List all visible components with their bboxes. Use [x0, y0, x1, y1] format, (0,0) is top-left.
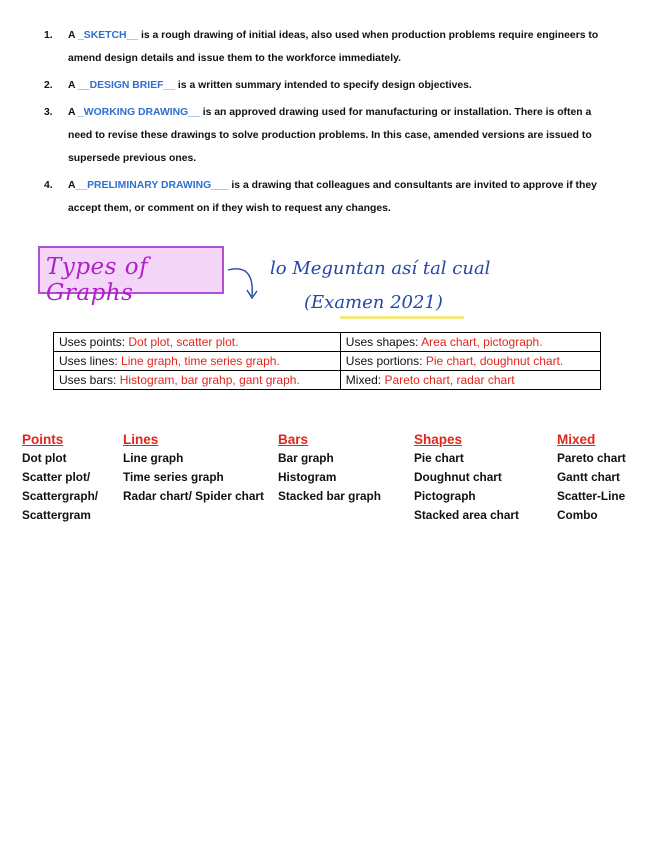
table-cell — [340, 371, 600, 390]
column-heading: Points — [22, 432, 64, 447]
column-shapes — [414, 430, 519, 525]
column-heading: Mixed — [557, 432, 596, 447]
cell-label: Uses bars: — [59, 373, 120, 387]
item-number: 2. — [44, 80, 53, 91]
definition-item — [40, 74, 600, 97]
item-text: is a drawing that colleagues and consultants are invited to approve if they accept them, or comment on if they wish to request any changes. — [68, 180, 597, 214]
cell-label: Uses portions: — [345, 354, 426, 368]
column-heading: Lines — [123, 432, 159, 447]
list-item: Dot plot — [22, 451, 67, 465]
item-number: 1. — [44, 30, 53, 41]
item-prefix: A — [68, 30, 79, 41]
cell-label: Mixed: — [345, 373, 385, 387]
item-text: is an approved drawing used for manufacturing or installation. There is often a need to revise these drawings to solve production problems. In this case, amended versions are issued to supersede previous ones. — [68, 107, 592, 164]
item-text: is a rough drawing of initial ideas, also used when production problems require engineers to amend design details and issue them to the workforce immediately. — [68, 30, 599, 64]
handwritten-title: Types of Graphs — [46, 254, 149, 306]
handwritten-title-box — [38, 246, 224, 306]
table-row — [54, 371, 601, 390]
definition-item — [40, 174, 600, 220]
column-lines — [123, 430, 264, 506]
column-heading: Bars — [278, 432, 309, 447]
definitions-list — [40, 24, 600, 224]
graph-types-table — [53, 332, 601, 390]
item-text: is a written summary intended to specify design objectives. — [175, 80, 472, 91]
list-item: Stacked area chart — [414, 508, 519, 522]
item-prefix: A — [68, 180, 76, 191]
list-item: Pareto chart — [557, 451, 626, 465]
table-row — [54, 352, 601, 371]
list-item: Line graph — [123, 451, 184, 465]
cell-value: Pie chart, doughnut chart. — [425, 354, 564, 368]
list-item: Scattergraph/ — [22, 489, 99, 503]
list-item: Bar graph — [278, 451, 334, 465]
curved-arrow-icon — [226, 262, 266, 312]
answer-blank: __DESIGN BRIEF__ — [78, 80, 176, 91]
cell-value: Area chart, pictograph. — [421, 335, 543, 349]
column-bars — [278, 430, 381, 506]
list-item: Pictograph — [414, 489, 476, 503]
item-number: 4. — [44, 180, 53, 191]
table-cell — [340, 333, 600, 352]
cell-value: Line graph, time series graph. — [121, 354, 280, 368]
graph-category-columns — [22, 430, 642, 540]
list-item: Combo — [557, 508, 598, 522]
item-prefix: A — [68, 107, 79, 118]
table-row — [54, 333, 601, 352]
cell-label: Uses lines: — [59, 354, 122, 368]
definition-item — [40, 101, 600, 170]
table-cell — [54, 333, 341, 352]
table-cell — [340, 352, 600, 371]
cell-label: Uses shapes: — [345, 335, 422, 349]
definition-item — [40, 24, 600, 70]
list-item: Gantt chart — [557, 470, 620, 484]
column-mixed — [557, 430, 626, 525]
cell-label: Uses points: — [59, 335, 129, 349]
column-heading: Shapes — [414, 432, 463, 447]
list-item: Time series graph — [123, 470, 224, 484]
list-item: Doughnut chart — [414, 470, 502, 484]
item-prefix: A — [68, 80, 79, 91]
list-item: Pie chart — [414, 451, 464, 465]
cell-value: Pareto chart, radar chart — [384, 373, 515, 387]
cell-value: Dot plot, scatter plot. — [128, 335, 239, 349]
handwritten-exam-note: (Examen 2021) — [304, 292, 443, 313]
answer-blank: _WORKING DRAWING__ — [78, 107, 200, 118]
cell-value: Histogram, bar grahp, gant graph. — [119, 373, 300, 387]
table-cell — [54, 352, 341, 371]
list-item: Scatter plot/ — [22, 470, 91, 484]
list-item: Radar chart/ Spider chart — [123, 489, 264, 503]
answer-blank: _SKETCH__ — [78, 30, 139, 41]
list-item: Stacked bar graph — [278, 489, 381, 503]
list-item: Scattergram — [22, 508, 91, 522]
list-item: Scatter-Line — [557, 489, 626, 503]
item-number: 3. — [44, 107, 53, 118]
highlighter-mark — [340, 316, 464, 319]
column-points — [22, 430, 98, 525]
list-item: Histogram — [278, 470, 337, 484]
table-cell — [54, 371, 341, 390]
handwritten-note: lo Meguntan así tal cual — [270, 258, 491, 279]
answer-blank: __PRELIMINARY DRAWING___ — [75, 180, 229, 191]
